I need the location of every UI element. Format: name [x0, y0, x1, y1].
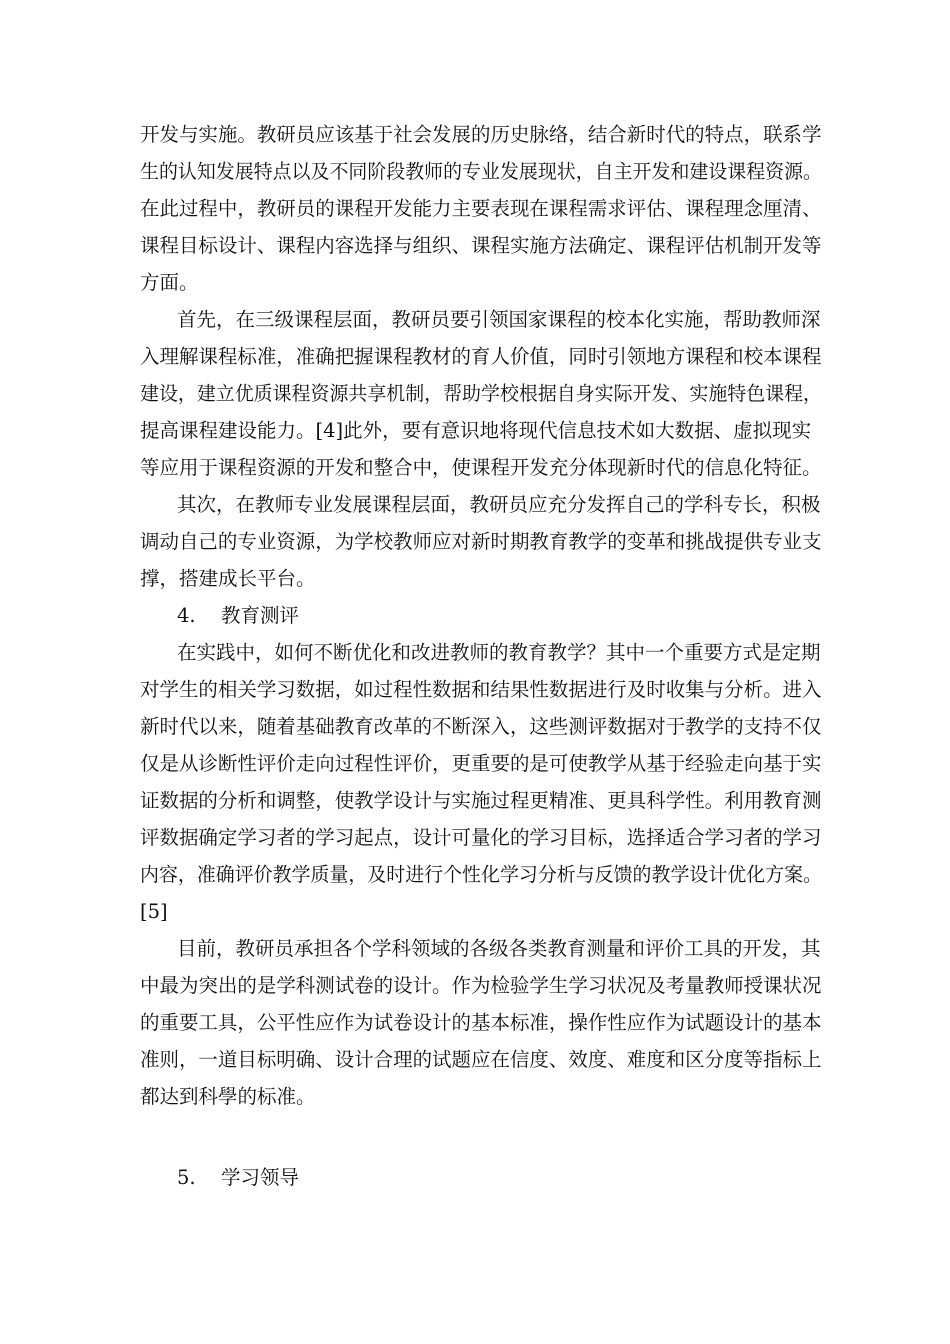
- section-number: 5.: [177, 1166, 196, 1189]
- text-line: 其次，在教师专业发展课程层面，教研员应充分发挥自己的学科专长，积极: [177, 493, 821, 516]
- text-line: 在实践中，如何不断优化和改进教师的教育教学？其中一个重要方式是定期: [177, 641, 821, 664]
- text-line: 入理解课程标准，准确把握课程教材的育人价值，同时引领地方课程和校本课程: [140, 345, 822, 368]
- text-line: 生的认知发展特点以及不同阶段教师的专业发展现状，自主开发和建设课程资源。: [140, 160, 823, 183]
- text-line: 提高课程建设能力。[4]此外，要有意识地将现代信息技术如大数据、虚拟现实: [140, 419, 812, 442]
- text-line: 的重要工具，公平性应作为试卷设计的基本标准，操作性应作为试题设计的基本: [140, 1011, 822, 1034]
- text-line: 目前，教研员承担各个学科领域的各级各类教育测量和评价工具的开发，其: [177, 937, 821, 960]
- text-line: 都达到科學的标准。: [140, 1085, 316, 1108]
- text-line: 首先，在三级课程层面，教研员要引领国家课程的校本化实施，帮助教师深: [177, 308, 821, 331]
- text-line: 评数据确定学习者的学习起点，设计可量化的学习目标，选择适合学习者的学习: [140, 826, 822, 849]
- text-line: 等应用于课程资源的开发和整合中，使课程开发充分体现新时代的信息化特征。: [140, 456, 822, 479]
- citation-line: [5]: [140, 900, 168, 923]
- text-line: 对学生的相关学习数据，如过程性数据和结果性数据进行及时收集与分析。进入: [140, 678, 822, 701]
- text-line: 课程目标设计、课程内容选择与组织、课程实施方法确定、课程评估机制开发等: [140, 234, 822, 257]
- text-line: 证数据的分析和调整，使教学设计与实施过程更精准、更具科学性。利用教育测: [140, 789, 822, 812]
- text-line: 内容，准确评价教学质量，及时进行个性化学习分析与反馈的教学设计优化方案。: [140, 863, 823, 886]
- text-line: 新时代以来，随着基础教育改革的不断深入，这些测评数据对于教学的支持不仅: [140, 715, 822, 738]
- text-line: 撑，搭建成长平台。: [140, 567, 316, 590]
- text-line: 仅是从诊断性评价走向过程性评价，更重要的是可使教学从基于经验走向基于实: [140, 752, 822, 775]
- section-number: 4.: [177, 604, 196, 627]
- text-line: 建设，建立优质课程资源共享机制，帮助学校根据自身实际开发、实施特色课程，: [140, 382, 823, 405]
- section-title: 教育测评: [221, 604, 300, 627]
- text-line: 调动自己的专业资源，为学校教师应对新时期教育教学的变革和挑战提供专业支: [140, 530, 822, 553]
- text-line: 在此过程中，教研员的课程开发能力主要表现在课程需求评估、课程理念厘清、: [140, 197, 822, 220]
- section-title: 学习领导: [221, 1166, 300, 1189]
- text-line: 中最为突出的是学科测试卷的设计。作为检验学生学习状况及考量教师授课状况: [140, 974, 822, 997]
- text-line: 准则，一道目标明确、设计合理的试题应在信度、效度、难度和区分度等指标上: [140, 1048, 822, 1071]
- text-line: 方面。: [140, 271, 199, 294]
- text-line: 开发与实施。教研员应该基于社会发展的历史脉络，结合新时代的特点，联系学: [140, 123, 822, 146]
